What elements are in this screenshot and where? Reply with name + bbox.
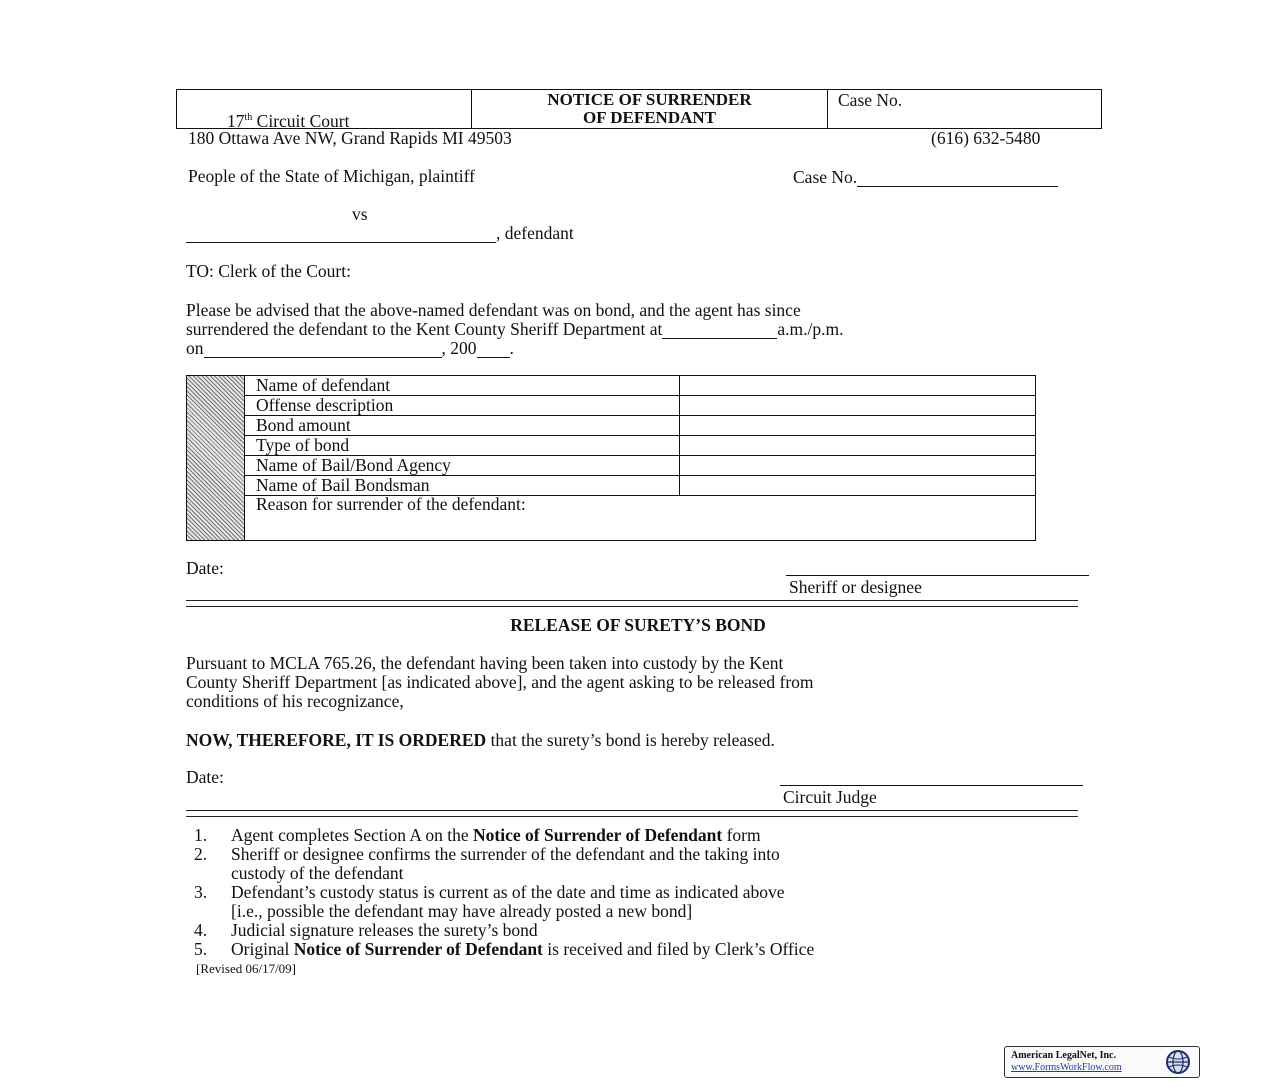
advice-line-2: surrendered the defendant to the Kent County Sheriff Department at a.m./p.m.: [186, 319, 844, 339]
row-value-field[interactable]: [679, 476, 1036, 495]
table-row: [245, 436, 1035, 456]
judge-signature-line[interactable]: [780, 785, 1083, 786]
versus-text: vs: [352, 204, 368, 224]
list-item: 2. Sheriff or designee confirms the surrender of the defendant and the taking into: [194, 844, 780, 864]
case-number-field[interactable]: [857, 169, 1058, 187]
table-row: [245, 396, 1035, 416]
globe-icon: [1165, 1049, 1191, 1075]
list-item: 1. Agent completes Section A on the Notice of Surrender of Defendant form: [194, 825, 761, 845]
list-item: 4. Judicial signature releases the surety’s bond: [194, 920, 538, 940]
reason-label: Reason for surrender of the defendant:: [256, 494, 526, 514]
list-item-continued: [i.e., possible the defendant may have already posted a new bond]: [231, 901, 693, 921]
logo-company-name: American LegalNet, Inc.: [1011, 1050, 1116, 1061]
release-para-line-3: conditions of his recognizance,: [186, 691, 404, 711]
section-divider: [186, 600, 1078, 607]
case-cell[interactable]: [828, 90, 1101, 128]
court-address: 180 Ottawa Ave NW, Grand Rapids MI 49503: [188, 128, 512, 148]
row-label: Offense description: [256, 395, 394, 415]
row-label: Name of Bail Bondsman: [256, 475, 430, 495]
to-clerk-line: TO: Clerk of the Court:: [186, 261, 351, 281]
row-value-field[interactable]: [679, 456, 1036, 475]
order-statement: NOW, THEREFORE, IT IS ORDERED that the surety’s bond is hereby released.: [186, 730, 775, 750]
logo-url-link[interactable]: www.FormsWorkFlow.com: [1011, 1062, 1122, 1073]
list-item-continued: custody of the defendant: [231, 863, 404, 883]
stamp-column: [187, 376, 245, 540]
american-legalnet-logo[interactable]: [1004, 1046, 1200, 1078]
row-label: Name of defendant: [256, 375, 391, 395]
judge-signature-label: Circuit Judge: [783, 787, 877, 807]
advice-line-3: on , 200 .: [186, 338, 514, 358]
form-title-line1: NOTICE OF SURRENDER: [547, 90, 752, 109]
sheriff-signature-line[interactable]: [786, 575, 1089, 576]
table-row: [245, 456, 1035, 476]
court-cell: [177, 90, 472, 131]
section-divider: [186, 810, 1078, 817]
list-item: 5. Original Notice of Surrender of Defendant is received and filed by Clerk’s Office: [194, 939, 815, 959]
sheriff-signature-label: Sheriff or designee: [789, 577, 922, 597]
list-item: 3. Defendant’s custody status is current as of the date and time as indicated above: [194, 882, 785, 902]
case-number-field-label: Case No.: [793, 168, 1058, 187]
row-value-field[interactable]: [679, 416, 1036, 435]
table-row: [245, 376, 1035, 396]
defendant-name-field[interactable]: [186, 225, 496, 243]
release-para-line-1: Pursuant to MCLA 765.26, the defendant having been taken into custody by the Kent: [186, 653, 784, 673]
surrender-year-field[interactable]: [477, 340, 510, 358]
row-label: Type of bond: [256, 435, 350, 455]
release-title: RELEASE OF SURETY’S BOND: [510, 615, 766, 635]
reason-field[interactable]: [245, 496, 1035, 540]
revision-date: [Revised 06/17/09]: [196, 961, 297, 976]
judge-date-label: Date:: [186, 767, 224, 787]
court-name: 17th Circuit Court: [227, 110, 350, 131]
defendant-line: , defendant: [186, 224, 574, 243]
surrender-date-field[interactable]: [204, 340, 442, 358]
plaintiff-line: People of the State of Michigan, plaintiff: [188, 166, 475, 186]
form-title-line2: OF DEFENDANT: [582, 108, 716, 127]
table-row: [245, 476, 1035, 496]
row-label: Bond amount: [256, 415, 351, 435]
row-label: Name of Bail/Bond Agency: [256, 455, 451, 475]
row-value-field[interactable]: [679, 396, 1036, 415]
header-box: [176, 89, 1102, 129]
table-row: [245, 416, 1035, 436]
court-phone: (616) 632-5480: [931, 128, 1041, 148]
defendant-info-table: [186, 375, 1036, 541]
sheriff-date-label: Date:: [186, 558, 224, 578]
advice-line-1: Please be advised that the above-named defendant was on bond, and the agent has since: [186, 300, 801, 320]
title-cell: [472, 90, 828, 128]
row-value-field[interactable]: [679, 436, 1036, 455]
case-number-label: Case No.: [838, 90, 903, 110]
row-value-field[interactable]: [679, 376, 1036, 395]
release-para-line-2: County Sheriff Department [as indicated above], and the agent asking to be released from: [186, 672, 814, 692]
surrender-time-field[interactable]: [662, 321, 777, 339]
